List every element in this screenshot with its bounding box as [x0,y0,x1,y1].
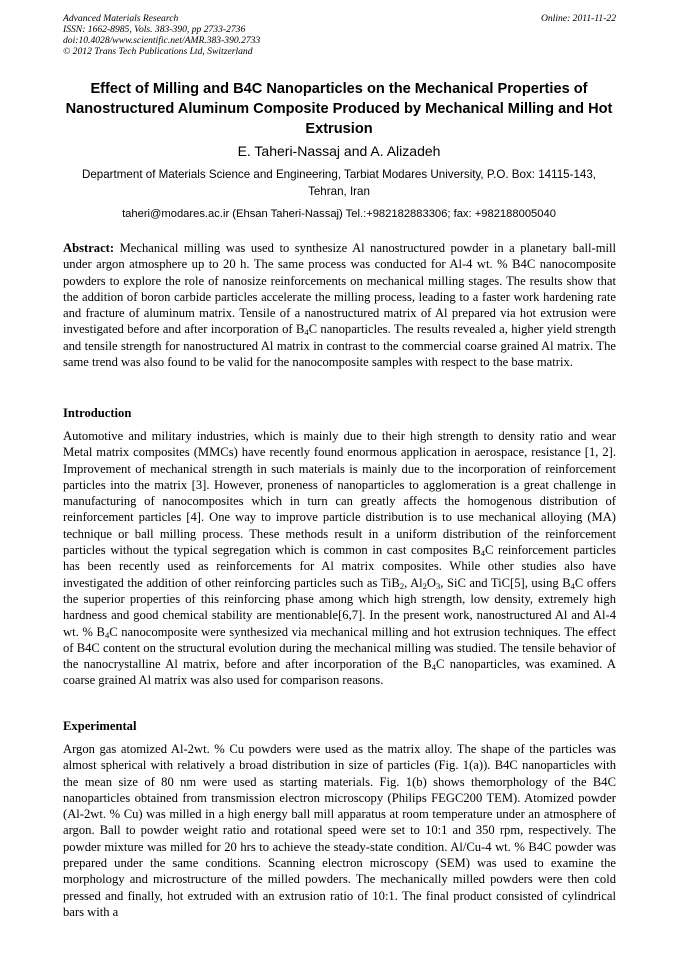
abstract [63,240,616,370]
paper-authors: E. Taheri-Nassaj and A. Alizadeh [237,143,441,159]
intro-text: C reinforcement particles has been recently used as reinforcements for Al matrix composites. While other studies also have investigated the addition of other reinforcing particles such as TiB [63,543,616,590]
introduction-body [63,428,616,689]
subscript: 2 [399,580,405,591]
subscript: 2 [422,580,427,591]
intro-text: Automotive and military industries, which is mainly due to their high strength to density ratio and wear Metal matrix composites (MMCs) have recently found enormous application in aerospace, resistance [1, 2]. Improvement of mechanical strength in such materials is mainly due to the incorporation of reinforcement particles into the matrix [3]. However, proneness of nanoparticles to agglomeration is a great challenge in manufacturing of nanocomposites which in turn can greatly affects the homogenous distribution of reinforcement particles [4]. One way to improve particle distribution is to use mechanical alloying (MA) technique or ball milling process. These methods result in a uniform distribution of the reinforcement particles without the typical segregation which is common in cast composites B [63,429,616,558]
journal-header [63,13,616,57]
subscript: 4 [304,327,309,338]
subscript: 4 [570,580,575,591]
affiliation: Department of Materials Science and Engineering, Tarbiat Modares University, P.O. Box: 14115-143, Tehran, Iran [81,168,597,198]
paper-title: Effect of Milling and B4C Nanoparticles on the Mechanical Properties of Nanostructured Aluminum Composite Produced by Mechanical Milling and Hot Extrusion [65,81,613,137]
experimental-body: Argon gas atomized Al-2wt. % Cu powders were used as the matrix alloy. The shape of the particles was almost spherical with relatively a broad distribution in size of particles (Fig. 1(a)). B4C nanoparticles with the mean size of 80 nm were used as starting materials. Fig. 1(b) shows themorphology of the B4C nanoparticles obtained from transmission electron microscopy (Philips FEGC200 TEM). Atomized powder (Al-2wt. % Cu) was milled in a high energy ball mill apparatus at room temperature under an atmosphere of argon. Ball to powder weight ratio and rotational speed were set to 10:1 and 350 rpm, respectively. The powder mixture was milled for 20 hrs to achieve the steady-state condition. Al/Cu-4 wt. % B4C powder was prepared under the same conditions. Scanning electron microscopy (SEM) was used to examine the morphology and microstructure of the milled powders. The mechanically milled powders were then cold pressed and finally, hot extruded with an extrusion ratio of 10:1. The final product consisted of cylindrical bars with a [63,742,616,919]
online-date: Online: 2011-11-22 [540,13,616,24]
doi-line: doi:10.4028/www.scientific.net/AMR.383-390.2733 [63,35,261,46]
introduction-heading: Introduction [63,406,132,420]
issn-line: ISSN: 1662-8985, Vols. 383-390, pp 2733-2736 [63,24,246,35]
abstract-label: Abstract: [63,241,115,255]
intro-text: O [426,575,437,590]
intro-text: , Al [404,575,423,590]
abstract-text: Mechanical milling was used to synthesize Al nanostructured powder in a planetary ball-mill under argon atmosphere up to 20 h. The same process was conducted for Al-4 wt. % B4C nanocomposite powders to explore the role of nanosize reinforcements on mechanical milling stages. The results show that the addition of boron carbide particles accelerate the milling process, leading to a faster work hardening rate and fracture of aluminum matrix. Tensile of a nanostructured matrix of Al prepared via hot extrusion were investigated before and after incorporation of B [63,241,616,337]
journal-name: Advanced Materials Research [63,13,179,24]
intro-text: C offers the superior properties of this reinforcing phase among which high strength, low density, extremely high hardness and good chemical stability are mentionable[6,7]. In the present work, nanostructured Al and Al-4 wt. % B [63,575,616,639]
subscript: 4 [480,548,485,559]
abstract-text: C nanoparticles. The results revealed a, higher yield strength and tensile strength for nanostructured Al matrix in contrast to the commercial coarse grained Al matrix. The same trend was also found to be valid for the nanocomposite samples with respect to the base matrix. [63,322,617,370]
intro-text: , SiC and TiC[5], using B [440,575,571,590]
experimental-heading: Experimental [63,719,137,733]
subscript: 4 [104,629,110,640]
subscript: 4 [431,662,437,673]
intro-text: C nanoparticles, was examined. A coarse grained Al matrix was also used for comparison reasons. [63,657,616,688]
subscript: 3 [436,580,441,591]
intro-text: C nanocomposite were synthesized via mechanical milling and hot extrusion techniques. The effect of B4C content on the structural evolution during the mechanical milling was studied. The tensile behavior of the nanocrystalline Al matrix, before and after incorporation of the B [63,624,616,672]
contact-line: taheri@modares.ac.ir (Ehsan Taheri-Nassaj) Tel.:+982182883306; fax: +982188005040 [122,208,556,220]
copyright-line: © 2012 Trans Tech Publications Ltd, Switzerland [63,46,253,57]
